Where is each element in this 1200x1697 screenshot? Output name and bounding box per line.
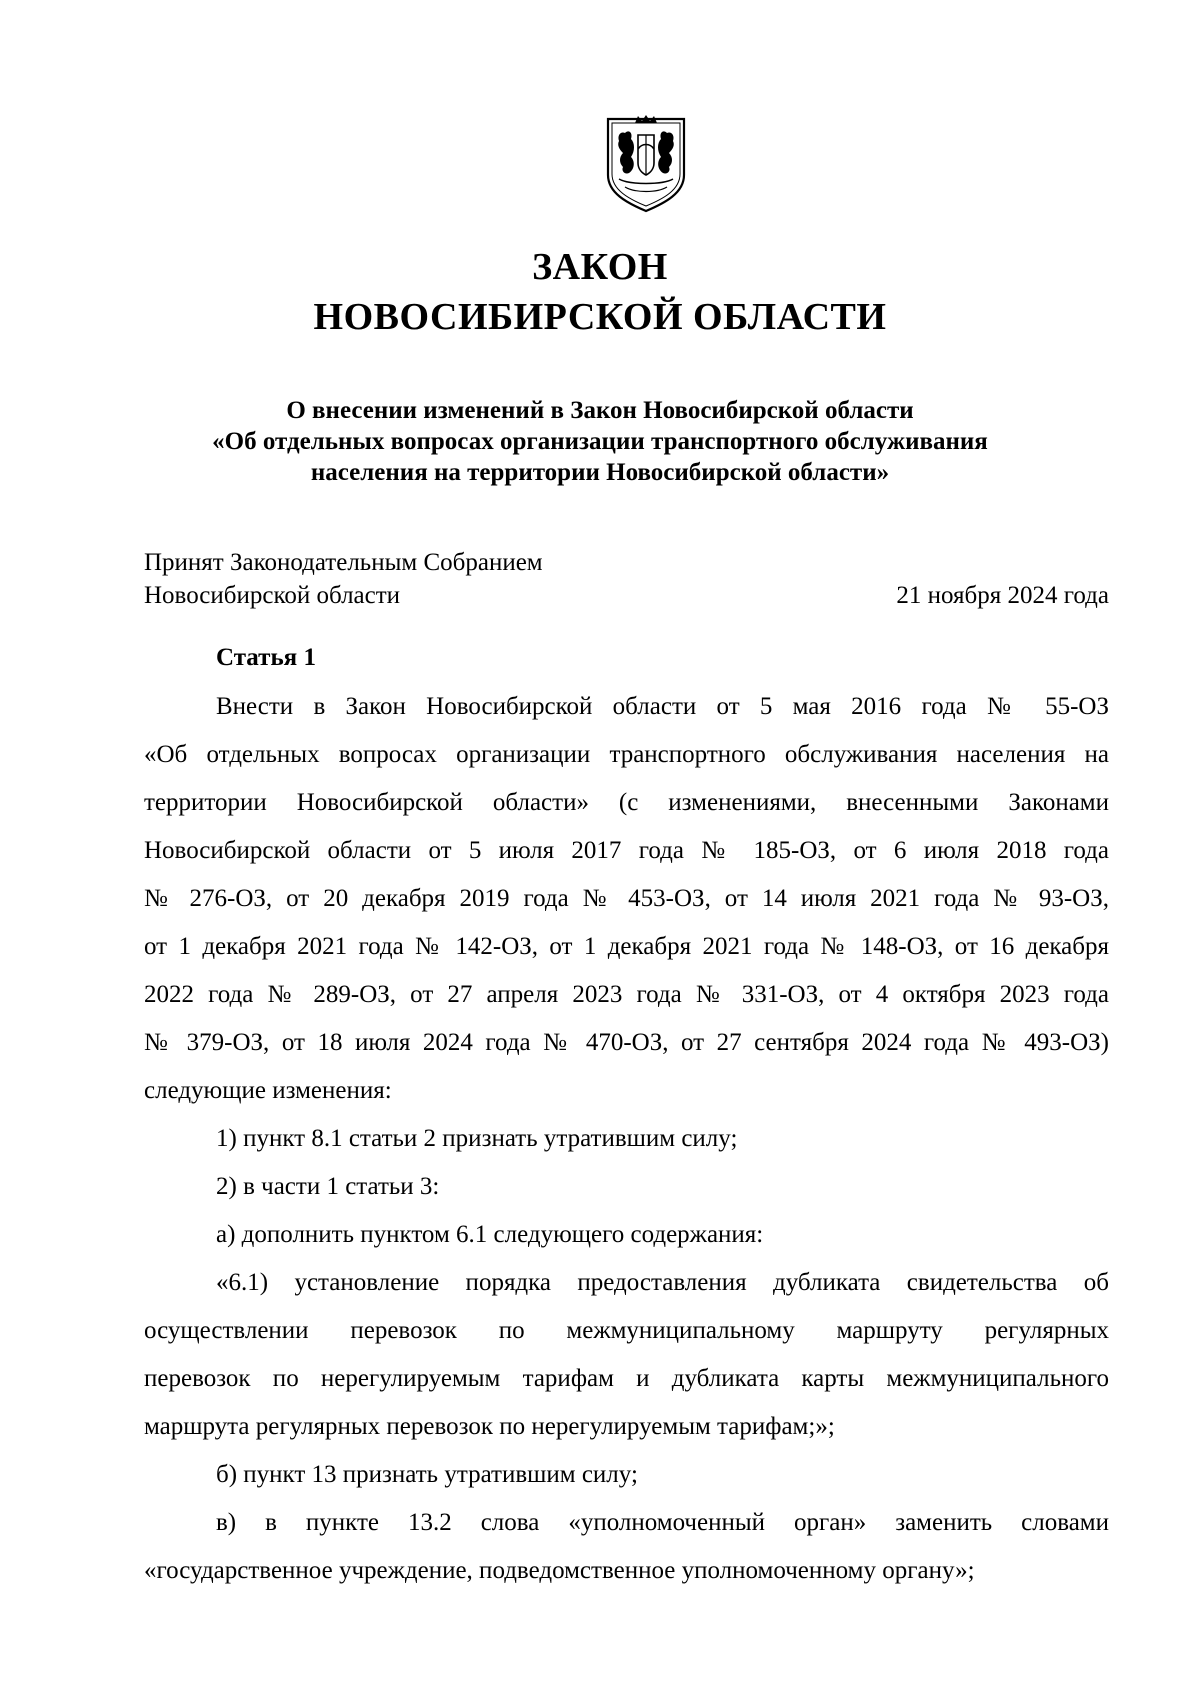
article-heading: Статья 1 [216, 644, 316, 671]
article-line: Внести в Закон Новосибирской области от 5 мая 2016 года № 55-ОЗ [216, 693, 1109, 720]
article-line: б) пункт 13 признать утратившим силу; [216, 1461, 638, 1488]
article-line: № 276-ОЗ, от 20 декабря 2019 года № 453-ОЗ, от 14 июля 2021 года № 93-ОЗ, [144, 885, 1109, 912]
article-line: в) в пункте 13.2 слова «уполномоченный орган» заменить словами [216, 1509, 1109, 1536]
adoption-line-2: Новосибирской области [144, 582, 401, 609]
article-line: «Об отдельных вопросах организации транспортного обслуживания населения на [144, 741, 1109, 768]
article-line: маршрута регулярных перевозок по нерегулируемым тарифам;»; [144, 1413, 835, 1440]
article-line: «государственное учреждение, подведомственное уполномоченному органу»; [144, 1557, 975, 1584]
article-line: 2) в части 1 статьи 3: [216, 1173, 440, 1200]
law-title-line-2: НОВОСИБИРСКОЙ ОБЛАСТИ [313, 296, 887, 338]
coat-of-arms-emblem [605, 113, 687, 213]
article-line: следующие изменения: [144, 1077, 392, 1104]
article-line: от 1 декабря 2021 года № 142-ОЗ, от 1 декабря 2021 года № 148-ОЗ, от 16 декабря [144, 933, 1109, 960]
article-line: Новосибирской области от 5 июля 2017 года № 185-ОЗ, от 6 июля 2018 года [144, 837, 1109, 864]
article-line: осуществлении перевозок по межмуниципальному маршруту регулярных [144, 1317, 1109, 1344]
article-line: 1) пункт 8.1 статьи 2 признать утратившим силу; [216, 1125, 738, 1152]
article-line: перевозок по нерегулируемым тарифам и дубликата карты межмуниципального [144, 1365, 1109, 1392]
subject-line-3: населения на территории Новосибирской области» [310, 459, 890, 486]
article-line: № 379-ОЗ, от 18 июля 2024 года № 470-ОЗ, от 27 сентября 2024 года № 493-ОЗ) [144, 1029, 1109, 1056]
adoption-date: 21 ноября 2024 года [896, 582, 1109, 609]
adoption-line-1: Принят Законодательным Собранием [144, 549, 543, 576]
article-line: 2022 года № 289-ОЗ, от 27 апреля 2023 года № 331-ОЗ, от 4 октября 2023 года [144, 981, 1109, 1008]
article-line: территории Новосибирской области» (с изменениями, внесенными Законами [144, 789, 1109, 816]
article-line: а) дополнить пунктом 6.1 следующего содержания: [216, 1221, 764, 1248]
law-title-line-1: ЗАКОН [532, 246, 668, 288]
article-line: «6.1) установление порядка предоставления дубликата свидетельства об [216, 1269, 1109, 1296]
subject-line-1: О внесении изменений в Закон Новосибирской области [286, 397, 914, 424]
subject-line-2: «Об отдельных вопросах организации транспортного обслуживания [212, 428, 988, 455]
